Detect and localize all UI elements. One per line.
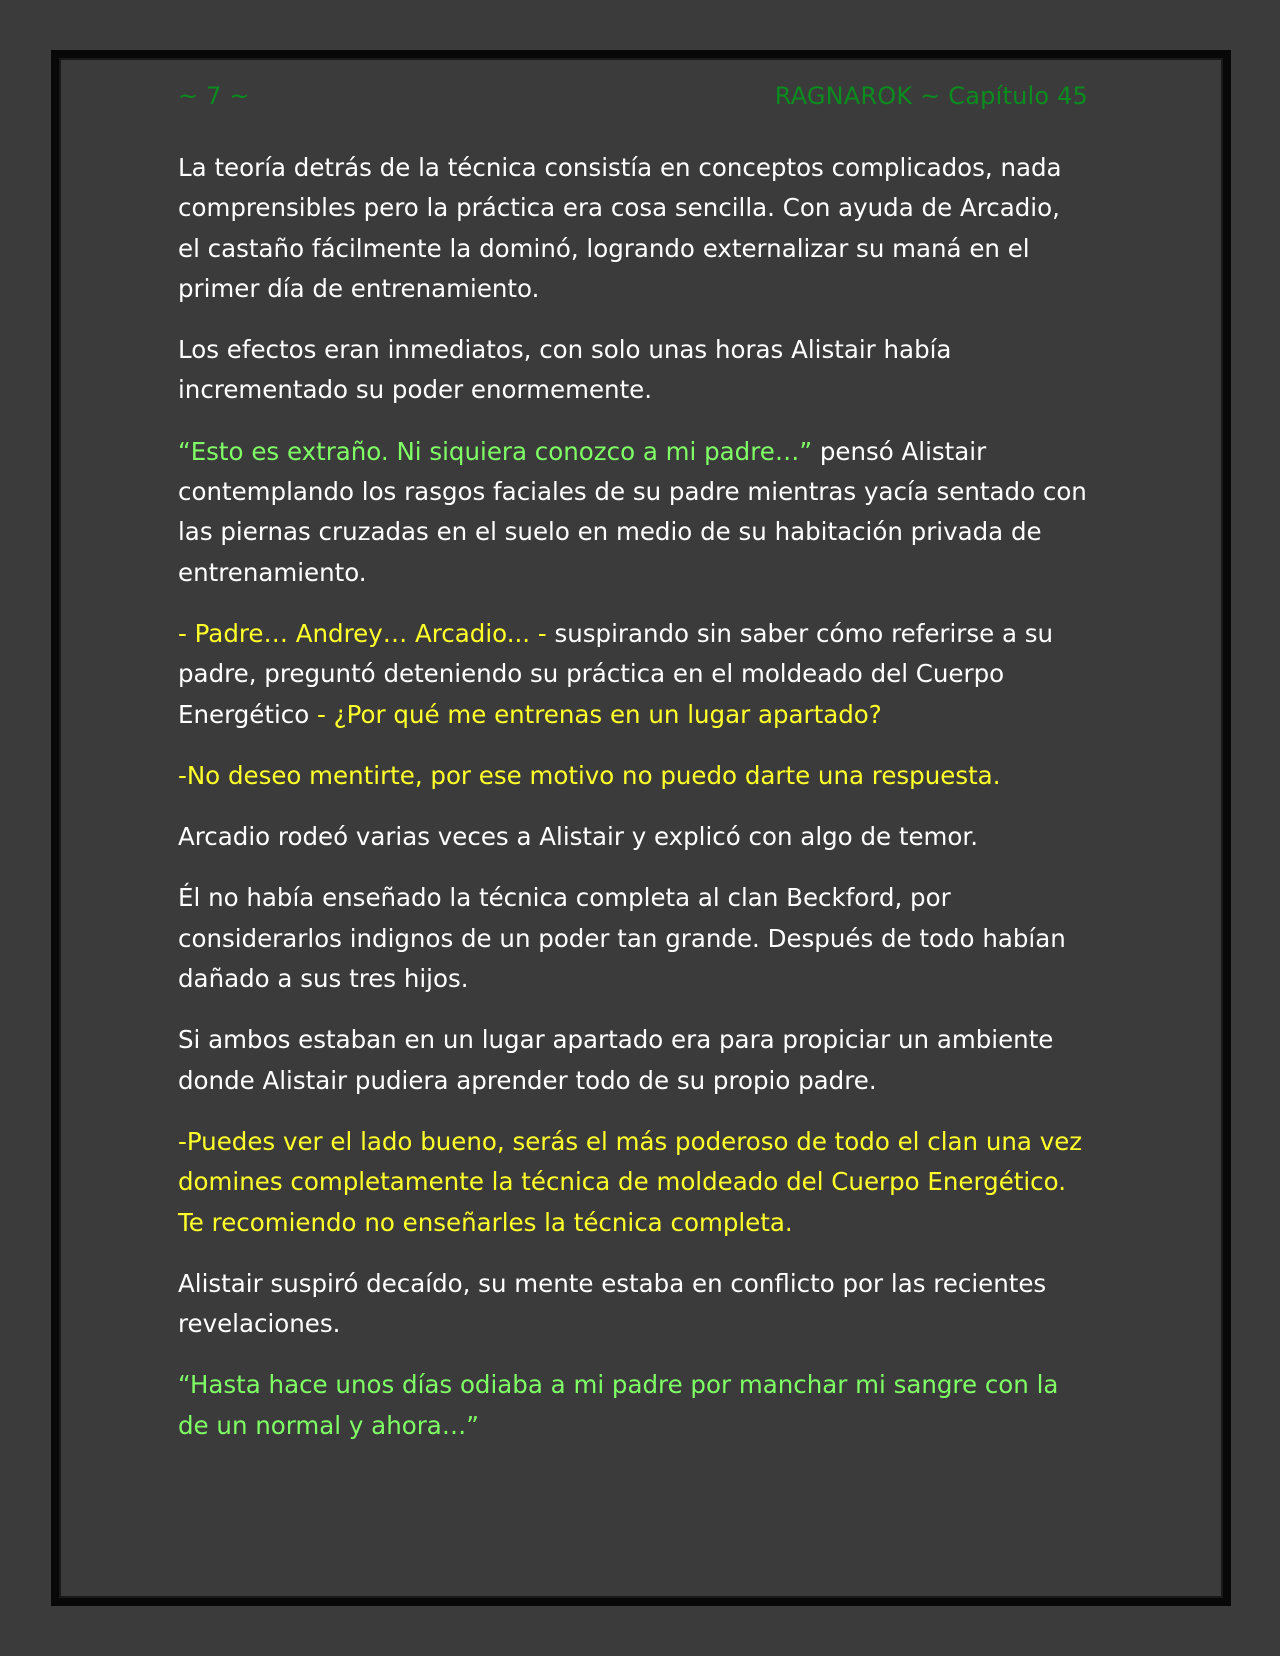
- thought-text: “Esto es extraño. Ni siquiera conozco a mi padre…”: [178, 436, 813, 466]
- narration-text: Él no había enseñado la técnica completa al clan Beckford, por considerarlos indignos de un poder tan grande. Después de todo habían dañado a sus tres hijos.: [178, 883, 1066, 994]
- paragraph: [178, 817, 1088, 857]
- narration-text: Los efectos eran inmediatos, con solo unas horas Alistair había incrementado su poder enormemente.: [178, 335, 952, 405]
- dialogue-text: - Padre… Andrey… Arcadio... -: [178, 618, 547, 648]
- paragraph: [178, 1122, 1088, 1243]
- page-header: [178, 78, 1088, 114]
- narration-text: pensó Alistair contemplando los rasgos faciales de su padre mientras yacía sentado con las piernas cruzadas en el suelo en medio de su habitación privada de entrenamiento.: [178, 436, 1087, 587]
- paragraph: [178, 1264, 1088, 1345]
- thought-text: “Hasta hace unos días odiaba a mi padre por manchar mi sangre con la de un normal y ahora…”: [178, 1370, 1059, 1440]
- dialogue-text: -Puedes ver el lado bueno, serás el más poderoso de todo el clan una vez domines completamente la técnica de moldeado del Cuerpo Energético. Te recomiendo no enseñarles la técnica completa.: [178, 1126, 1083, 1237]
- narration-text: Arcadio rodeó varias veces a Alistair y explicó con algo de temor.: [178, 822, 979, 852]
- chapter-body: [178, 148, 1088, 1467]
- paragraph: [178, 1020, 1088, 1101]
- narration-text: Si ambos estaban en un lugar apartado era para propiciar un ambiente donde Alistair pudiera aprender todo de su propio padre.: [178, 1025, 1054, 1095]
- paragraph: [178, 330, 1088, 411]
- paragraph: [178, 148, 1088, 309]
- dialogue-text: - ¿Por qué me entrenas en un lugar apartado?: [317, 699, 882, 729]
- narration-text: Alistair suspiró decaído, su mente estaba en conflicto por las recientes revelaciones.: [178, 1268, 1047, 1339]
- narration-text: La teoría detrás de la técnica consistía en conceptos complicados, nada comprensibles pero la práctica era cosa sencilla. Con ayuda de Arcadio, el castaño fácilmente la dominó, logrando externalizar su maná en el primer día de entrenamiento.: [178, 153, 1062, 303]
- paragraph: [178, 878, 1088, 999]
- chapter-title: RAGNAROK ~ Capítulo 45: [774, 82, 1088, 110]
- dialogue-text: -No deseo mentirte, por ese motivo no puedo darte una respuesta.: [178, 760, 1001, 790]
- paragraph: [178, 614, 1088, 735]
- narration-text: suspirando sin saber cómo referirse a su padre, preguntó deteniendo su práctica en el moldeado del Cuerpo Energético: [178, 618, 1054, 729]
- paragraph: [178, 756, 1088, 796]
- paragraph: [178, 1365, 1088, 1446]
- paragraph: [178, 432, 1088, 593]
- page-number: ~ 7 ~: [178, 82, 250, 110]
